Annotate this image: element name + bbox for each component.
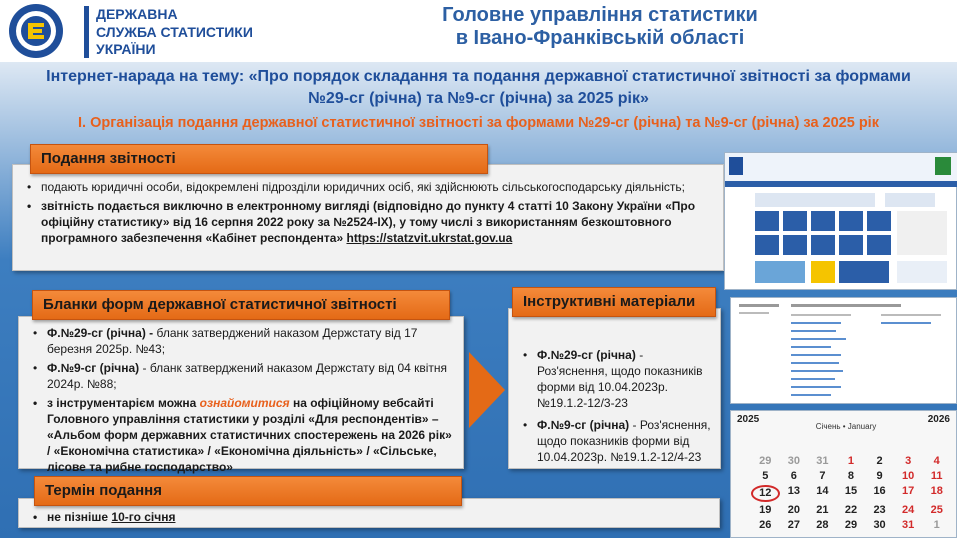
meeting-title-line-2: №29-сг (річна) та №9-сг (річна) за 2025 рік» xyxy=(308,90,649,107)
instructions-tab: Інструктивні матеріали xyxy=(512,287,716,317)
calendar-day: 5 xyxy=(762,470,769,482)
list-item: • звітність подається виключно в електронному вигляді (відповідно до пункту 4 статті 10 Закону України «Про офіційну статистику» від 16 серпня 2022 року за №2524-ІХ), у тому числі з використанням безкоштовного програмного забезпечення «Кабінет респондента» https://statzvit.ukrstat.gov.ua xyxy=(19,198,717,246)
calendar-day: 17 xyxy=(902,485,915,497)
list-item: • з інструментарієм можна ознайомитися на офіційному вебсайті Головного управління статистики у розділі «Для респондентів» – «Альбом форм державних статистичних спостережень на 2026 рік» / «Економічна статистика» / «Економічна діяльність» / «Сільське, лісове та рибне господарство» xyxy=(25,395,457,475)
calendar-day: 27 xyxy=(787,519,800,531)
list-item: • подають юридичні особи, відокремлені підрозділи юридичних осіб, які здійснюють сільськогосподарську діяльність; xyxy=(19,179,717,195)
org-line-1: ДЕРЖАВНА xyxy=(96,6,178,22)
calendar-day: 30 xyxy=(873,519,886,531)
website-screenshot xyxy=(724,152,957,290)
submission-box xyxy=(12,164,724,271)
calendar-day: 15 xyxy=(844,485,858,497)
instructions-list xyxy=(515,347,714,465)
statzvit-link[interactable]: https://statzvit.ukrstat.gov.ua xyxy=(346,231,513,245)
calendar-day: 31 xyxy=(816,455,829,467)
calendar-day: 30 xyxy=(787,455,800,467)
calendar-year-right: 2026 xyxy=(927,414,950,425)
list-item: • Ф.№9-сг (річна) - бланк затверджений наказом Держстату від 04 квітня 2024р. №88; xyxy=(25,360,457,392)
calendar-day: 20 xyxy=(787,504,800,516)
deadline-tab: Термін подання xyxy=(34,476,462,506)
org-line-3: УКРАЇНИ xyxy=(96,41,156,57)
calendar-day: 26 xyxy=(759,519,772,531)
org-divider xyxy=(84,6,89,58)
calendar-day: 25 xyxy=(930,504,943,516)
submission-list xyxy=(19,179,717,246)
forms-tab: Бланки форм державної статистичної звітності xyxy=(32,290,450,320)
list-item: • не пізніше 10-го січня xyxy=(25,509,713,525)
calendar-day: 2 xyxy=(876,455,883,467)
calendar-day: 24 xyxy=(902,504,915,516)
calendar-day: 14 xyxy=(816,485,829,497)
calendar-day: 8 xyxy=(847,470,855,482)
document-preview-icon xyxy=(731,298,957,405)
calendar-day: 18 xyxy=(930,485,943,497)
main-title-line-1: Головне управління статистики xyxy=(442,4,758,26)
meeting-title-line-1: Інтернет-нарада на тему: «Про порядок складання та подання державної статистичної звітності за формами xyxy=(46,68,911,85)
list-item: • Ф.№29-сг (річна) - бланк затверджений наказом Держстату від 17 березня 2025р. №43; xyxy=(25,325,457,357)
calendar-day: 16 xyxy=(873,485,886,497)
calendar-day: 22 xyxy=(844,504,858,516)
calendar-day: 29 xyxy=(844,519,858,531)
calendar-day: 1 xyxy=(933,519,940,531)
forms-box xyxy=(18,316,464,474)
calendar-month: Січень • January xyxy=(815,422,877,431)
calendar-day: 11 xyxy=(930,470,943,482)
instructions-box xyxy=(508,308,721,469)
document-screenshot xyxy=(730,297,957,404)
calendar xyxy=(730,410,957,538)
calendar-day: 3 xyxy=(905,455,912,467)
calendar-day: 4 xyxy=(933,455,940,467)
main-title-line-2: в Івано-Франківській області xyxy=(455,27,745,49)
main-title xyxy=(360,4,840,50)
calendar-day: 6 xyxy=(790,470,797,482)
website-preview-icon xyxy=(725,153,957,291)
header xyxy=(0,0,957,62)
calendar-day: 28 xyxy=(816,519,829,531)
calendar-day: 9 xyxy=(876,470,883,482)
forms-list xyxy=(25,325,457,475)
calendar-day: 29 xyxy=(759,455,772,467)
calendar-year-left: 2025 xyxy=(737,414,760,425)
arrow-right-icon xyxy=(469,352,505,428)
deadline-list xyxy=(25,509,713,525)
calendar-day: 23 xyxy=(873,504,886,516)
calendar-day: 13 xyxy=(787,485,800,497)
section-title: І. Організація подання державної статистичної звітності за формами №29-сг (річна) та №9-сг (річна) за 2025 рік xyxy=(78,115,879,131)
meeting-title xyxy=(0,66,957,110)
calendar-grid xyxy=(751,455,951,532)
calendar-day: 12 xyxy=(751,485,780,502)
org-name xyxy=(96,6,253,59)
list-item: • Ф.№29-сг (річна) - Роз'яснення, щодо показників форми від 10.04.2023р. №19.1.2-12/3-23 xyxy=(515,347,714,411)
calendar-day: 31 xyxy=(902,519,915,531)
calendar-day: 21 xyxy=(816,504,829,516)
calendar-day: 10 xyxy=(902,470,915,482)
state-statistics-logo-icon xyxy=(6,2,66,60)
calendar-day: 1 xyxy=(847,455,855,467)
list-item: • Ф.№9-сг (річна) - Роз'яснення, щодо показників форми від 10.04.2023р. №19.1.2-12/4-23 xyxy=(515,417,714,465)
calendar-day: 19 xyxy=(759,504,772,516)
calendar-day: 7 xyxy=(819,470,826,482)
org-line-2: СЛУЖБА СТАТИСТИКИ xyxy=(96,23,253,40)
submission-tab: Подання звітності xyxy=(30,144,488,174)
